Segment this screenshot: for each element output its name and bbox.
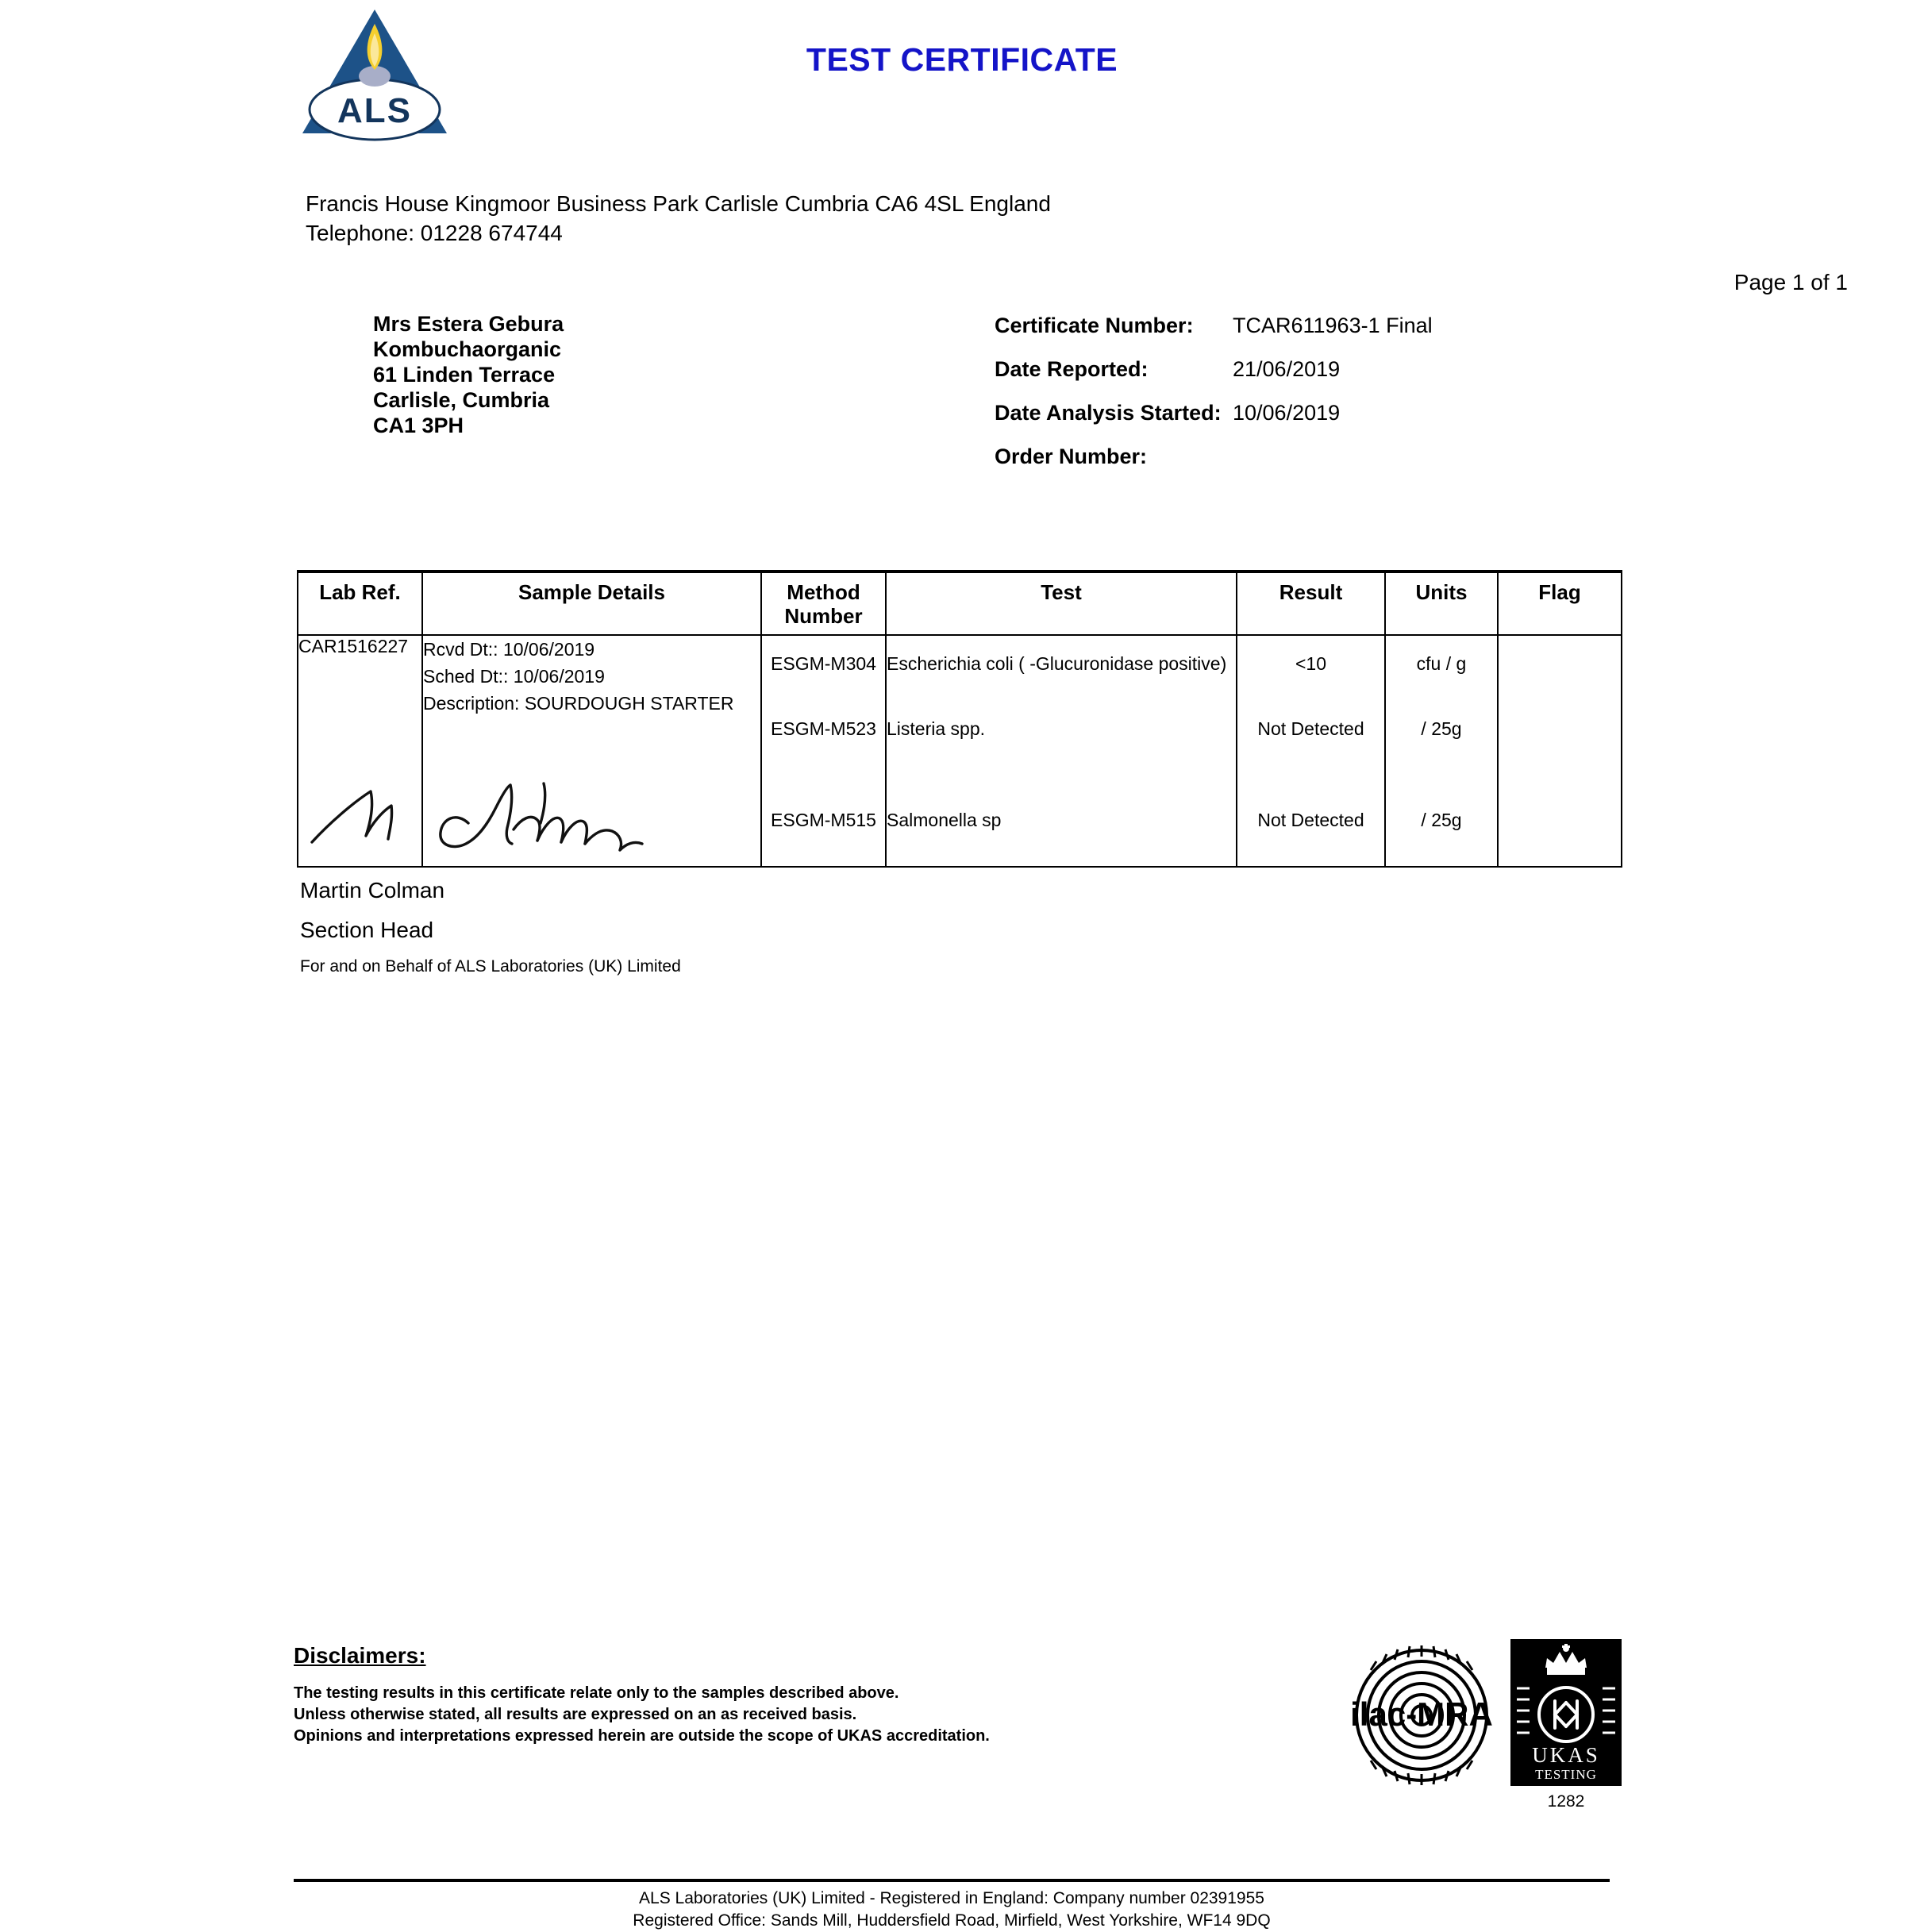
signature-image — [306, 774, 734, 869]
disclaimer-line-2: Unless otherwise stated, all results are expressed on an as received basis. — [294, 1706, 857, 1723]
disclaimer-line-3: Opinions and interpretations expressed herein are outside the scope of UKAS accreditation. — [294, 1727, 990, 1745]
cell-method-number: ESGM-M304 — [762, 636, 886, 683]
lab-address — [306, 189, 1051, 248]
footer-text — [294, 1888, 1610, 1932]
date-reported-value: 21/06/2019 — [1233, 357, 1341, 381]
customer-city: Carlisle, Cumbria — [373, 388, 550, 412]
lab-address-line-1: Francis House Kingmoor Business Park Carlisle Cumbria CA6 4SL England — [306, 191, 1051, 216]
cell-flag — [1498, 775, 1621, 866]
certificate-number-label: Certificate Number: — [995, 314, 1194, 337]
date-reported-row — [995, 357, 1433, 401]
customer-company: Kombuchaorganic — [373, 337, 562, 361]
cell-result: Not Detected — [1237, 683, 1385, 775]
signatory-behalf: For and on Behalf of ALS Laboratories (UK) Limited — [300, 957, 681, 976]
test-row — [762, 636, 1621, 683]
column-header-method-line1: Method — [787, 580, 860, 604]
date-analysis-started-row — [995, 401, 1433, 445]
column-header-sample-details: Sample Details — [422, 572, 761, 635]
sample-received-date: Rcvd Dt:: 10/06/2019 — [423, 639, 595, 660]
signatory-role: Section Head — [300, 918, 434, 942]
footer-line-2: Registered Office: Sands Mill, Huddersfield Road, Mirfield, West Yorkshire, WF14 9DQ — [633, 1911, 1271, 1930]
order-number-row — [995, 445, 1433, 488]
page-title: TEST CERTIFICATE — [806, 41, 1118, 78]
svg-text:ALS: ALS — [337, 91, 412, 130]
lab-address-line-2: Telephone: 01228 674744 — [306, 221, 563, 245]
cell-flag — [1498, 683, 1621, 775]
certificate-details — [995, 314, 1433, 488]
customer-name: Mrs Estera Gebura — [373, 312, 564, 336]
sample-scheduled-date: Sched Dt:: 10/06/2019 — [423, 666, 605, 687]
date-analysis-started-label: Date Analysis Started: — [995, 401, 1222, 425]
cell-units: cfu / g — [1385, 636, 1498, 683]
test-row — [762, 683, 1621, 775]
cell-lab-ref: CAR1516227 — [298, 635, 422, 867]
cell-tests-group — [761, 635, 1622, 867]
customer-postcode: CA1 3PH — [373, 414, 464, 437]
test-row — [762, 775, 1621, 866]
tests-subtable — [762, 636, 1621, 866]
ukas-sublabel: TESTING — [1535, 1767, 1597, 1782]
disclaimer-line-1: The testing results in this certificate relate only to the samples described above. — [294, 1684, 899, 1702]
cell-test-name: Listeria spp. — [886, 683, 1237, 775]
order-number-label: Order Number: — [995, 445, 1148, 468]
table-header-row — [298, 572, 1622, 635]
ukas-accreditation-number: 1282 — [1547, 1792, 1585, 1811]
date-reported-label: Date Reported: — [995, 357, 1149, 381]
certificate-number-value: TCAR611963-1 Final — [1233, 314, 1433, 337]
als-logo — [295, 6, 454, 157]
certificate-number-row — [995, 314, 1433, 357]
ilac-mra-label: ilac-MRA — [1350, 1695, 1493, 1733]
footer-line-1: ALS Laboratories (UK) Limited - Registered in England: Company number 02391955 — [639, 1889, 1264, 1907]
column-header-test: Test — [886, 572, 1237, 635]
footer-divider — [294, 1879, 1610, 1882]
cell-flag — [1498, 636, 1621, 683]
cell-test-name: Salmonella sp — [886, 775, 1237, 866]
ukas-label: UKAS — [1532, 1743, 1600, 1767]
column-header-method-line2: Number — [784, 604, 863, 628]
column-header-result: Result — [1237, 572, 1385, 635]
disclaimers-body — [294, 1683, 990, 1747]
column-header-method-number — [761, 572, 886, 635]
cell-units: / 25g — [1385, 683, 1498, 775]
cell-method-number: ESGM-M515 — [762, 775, 886, 866]
disclaimers-title: Disclaimers: — [294, 1643, 426, 1668]
column-header-flag: Flag — [1498, 572, 1622, 635]
cell-units: / 25g — [1385, 775, 1498, 866]
page-indicator: Page 1 of 1 — [1734, 270, 1848, 294]
date-analysis-started-value: 10/06/2019 — [1233, 401, 1341, 425]
sample-description: Description: SOURDOUGH STARTER — [423, 693, 734, 714]
cell-result: Not Detected — [1237, 775, 1385, 866]
cell-test-name: Escherichia coli ( -Glucuronidase positive) — [886, 636, 1237, 683]
ukas-logo — [1510, 1639, 1622, 1786]
column-header-lab-ref: Lab Ref. — [298, 572, 422, 635]
cell-result: <10 — [1237, 636, 1385, 683]
cell-method-number: ESGM-M523 — [762, 683, 886, 775]
customer-address-block — [373, 311, 564, 438]
column-header-units: Units — [1385, 572, 1498, 635]
ilac-mra-logo — [1349, 1643, 1494, 1788]
customer-street: 61 Linden Terrace — [373, 363, 556, 387]
signatory-name: Martin Colman — [300, 878, 445, 902]
